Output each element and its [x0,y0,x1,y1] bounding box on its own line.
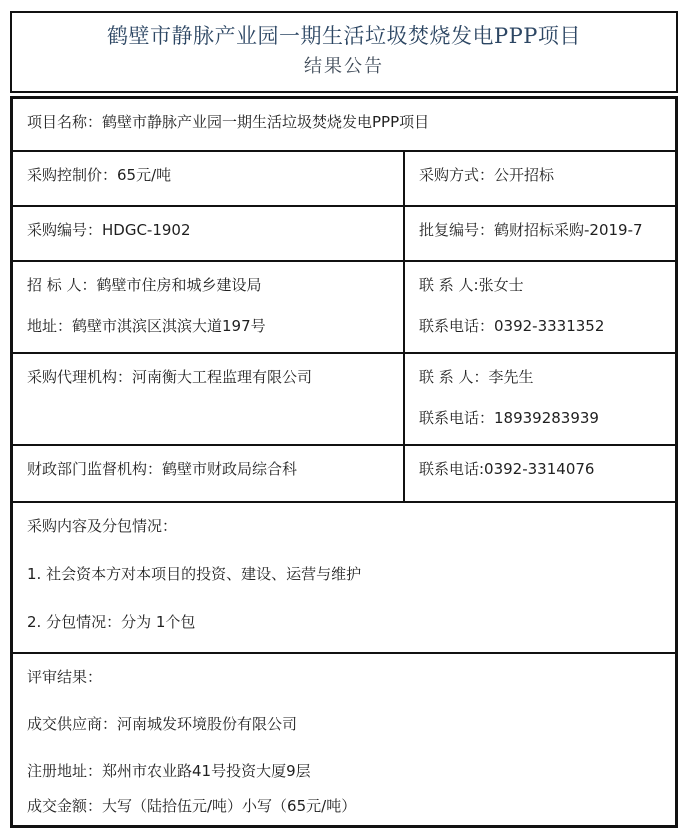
page-subtitle: 结果公告 [304,56,384,77]
procurement-method-cell [405,152,675,205]
agency-contact-name-text: 联 系 人：李先生 [419,368,534,386]
content-item1-text: 1. 社会资本方对本项目的投资、建设、运营与维护 [27,565,362,583]
title-box [10,11,678,93]
table-row-project-name [13,99,675,152]
table-row-supervisor [13,446,675,503]
procurement-no-text: 采购编号：HDGC-1902 [27,221,191,239]
announcement-document [10,11,678,828]
table-row-procurement-no [13,207,675,262]
supervisor-name-text: 财政部门监督机构：鹤壁市财政局综合科 [27,460,298,478]
award-amount-text: 成交金额：大写（陆拾伍元/吨）小写（65元/吨） [27,797,357,815]
supervisor-phone-cell [405,446,675,501]
control-price-text: 采购控制价：65元/吨 [27,166,172,184]
approval-no-text: 批复编号：鹤财招标采购-2019-7 [419,221,643,239]
project-name-cell [13,99,675,150]
bidder-contact-cell [405,262,675,352]
table-row-bidder [13,262,675,354]
approval-no-cell [405,207,675,260]
table-row-content [13,503,675,654]
project-name-text: 项目名称：鹤壁市静脉产业园一期生活垃圾焚烧发电PPP项目 [27,113,430,131]
winning-supplier-text: 成交供应商：河南城发环境股份有限公司 [27,715,298,733]
control-price-cell [13,152,405,205]
page-title: 鹤壁市静脉产业园一期生活垃圾焚烧发电PPP项目 [107,24,581,48]
agency-name-text: 采购代理机构：河南衡大工程监理有限公司 [27,368,313,386]
content-item2-text: 2. 分包情况：分为 1个包 [27,613,196,631]
bidder-name-text: 招 标 人：鹤壁市住房和城乡建设局 [27,276,262,294]
registered-address-text: 注册地址：郑州市农业路41号投资大厦9层 [27,762,311,780]
table-row-control-price [13,152,675,207]
agency-cell [13,354,405,444]
agency-contact-phone-text: 联系电话：18939283939 [419,409,599,427]
supervisor-cell [13,446,405,501]
bidder-cell [13,262,405,352]
content-cell [13,503,675,652]
bidder-contact-name-text: 联 系 人:张女士 [419,276,524,294]
bidder-contact-phone-text: 联系电话：0392-3331352 [419,317,605,335]
content-heading-text: 采购内容及分包情况： [27,517,178,535]
result-heading-text: 评审结果： [27,668,103,686]
bidder-address-text: 地址：鹤壁市淇滨区淇滨大道197号 [27,317,266,335]
agency-contact-cell [405,354,675,444]
table-row-agency [13,354,675,446]
result-cell [13,654,675,825]
procurement-no-cell [13,207,405,260]
announcement-table [10,96,678,828]
procurement-method-text: 采购方式：公开招标 [419,166,555,184]
supervisor-phone-text: 联系电话:0392-3314076 [419,460,595,478]
table-row-result [13,654,675,825]
